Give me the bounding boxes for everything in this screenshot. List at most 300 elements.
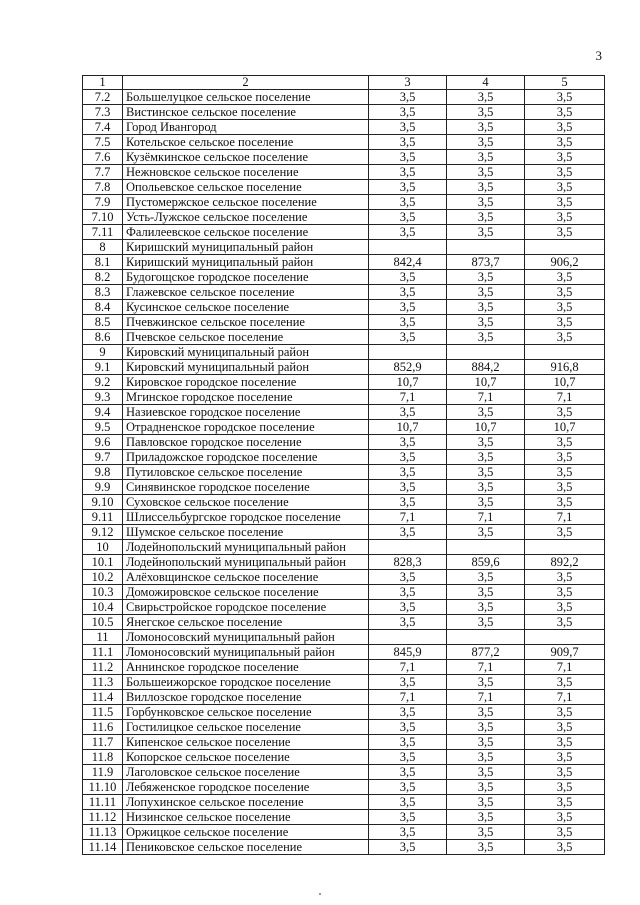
row-col-5: 7,1: [525, 510, 605, 525]
row-col-3: 3,5: [369, 300, 447, 315]
row-number: 8.2: [83, 270, 123, 285]
row-col-4: 3,5: [447, 720, 525, 735]
row-name: Гостилицкое сельское поселение: [123, 720, 369, 735]
row-name: Город Ивангород: [123, 120, 369, 135]
row-number: 9.11: [83, 510, 123, 525]
row-col-5: 906,2: [525, 255, 605, 270]
row-number: 9.5: [83, 420, 123, 435]
row-number: 7.6: [83, 150, 123, 165]
row-col-3: 3,5: [369, 480, 447, 495]
row-col-3: 3,5: [369, 615, 447, 630]
row-col-3: 3,5: [369, 225, 447, 240]
row-col-5: 909,7: [525, 645, 605, 660]
row-col-5: 3,5: [525, 90, 605, 105]
row-col-4: [447, 240, 525, 255]
row-col-5: 3,5: [525, 225, 605, 240]
row-col-5: 916,8: [525, 360, 605, 375]
row-col-5: 3,5: [525, 450, 605, 465]
row-name: Шумское сельское поселение: [123, 525, 369, 540]
row-name: Кузёмкинское сельское поселение: [123, 150, 369, 165]
row-col-5: 3,5: [525, 315, 605, 330]
row-col-3: 3,5: [369, 585, 447, 600]
page-number: 3: [595, 48, 602, 63]
table-row: [83, 360, 605, 375]
row-col-4: 3,5: [447, 480, 525, 495]
row-number: 11.4: [83, 690, 123, 705]
row-col-3: 3,5: [369, 705, 447, 720]
table-header: [83, 76, 605, 90]
row-name: Суховское сельское поселение: [123, 495, 369, 510]
row-col-4: 3,5: [447, 585, 525, 600]
table-row: [83, 420, 605, 435]
row-col-3: 3,5: [369, 330, 447, 345]
row-col-5: 3,5: [525, 300, 605, 315]
table-row: [83, 810, 605, 825]
row-col-3: 852,9: [369, 360, 447, 375]
row-col-5: 3,5: [525, 210, 605, 225]
table-row: [83, 525, 605, 540]
row-col-3: 3,5: [369, 210, 447, 225]
row-col-3: 3,5: [369, 90, 447, 105]
row-number: 9.3: [83, 390, 123, 405]
row-name: Большеижорское городское поселение: [123, 675, 369, 690]
row-col-5: 3,5: [525, 435, 605, 450]
row-number: 11.2: [83, 660, 123, 675]
row-col-5: 3,5: [525, 705, 605, 720]
row-col-4: 3,5: [447, 225, 525, 240]
row-col-4: 877,2: [447, 645, 525, 660]
row-col-4: 10,7: [447, 375, 525, 390]
row-number: 11.9: [83, 765, 123, 780]
table-row: [83, 90, 605, 105]
row-name: Вистинское сельское поселение: [123, 105, 369, 120]
row-col-3: 3,5: [369, 105, 447, 120]
row-col-3: [369, 630, 447, 645]
table-row: [83, 150, 605, 165]
row-col-3: 3,5: [369, 780, 447, 795]
row-col-4: 3,5: [447, 750, 525, 765]
row-col-5: [525, 630, 605, 645]
row-number: 11.5: [83, 705, 123, 720]
row-number: 7.8: [83, 180, 123, 195]
row-number: 9.9: [83, 480, 123, 495]
row-col-3: 3,5: [369, 765, 447, 780]
row-col-4: 3,5: [447, 90, 525, 105]
row-name: Павловское городское поселение: [123, 435, 369, 450]
row-number: 10.1: [83, 555, 123, 570]
table-row: [83, 465, 605, 480]
row-number: 11: [83, 630, 123, 645]
table-row: [83, 795, 605, 810]
row-col-4: [447, 630, 525, 645]
row-name: Лопухинское сельское поселение: [123, 795, 369, 810]
row-col-5: 892,2: [525, 555, 605, 570]
row-col-4: 3,5: [447, 330, 525, 345]
row-col-3: 845,9: [369, 645, 447, 660]
row-number: 9.2: [83, 375, 123, 390]
row-name: Синявинское городское поселение: [123, 480, 369, 495]
row-col-5: 3,5: [525, 330, 605, 345]
row-col-3: 3,5: [369, 525, 447, 540]
row-name: Виллозское городское поселение: [123, 690, 369, 705]
row-col-4: 10,7: [447, 420, 525, 435]
row-number: 8.3: [83, 285, 123, 300]
row-col-4: 3,5: [447, 810, 525, 825]
row-col-4: [447, 540, 525, 555]
row-col-5: 3,5: [525, 195, 605, 210]
row-col-3: 3,5: [369, 720, 447, 735]
row-col-4: 3,5: [447, 300, 525, 315]
row-name: Янегское сельское поселение: [123, 615, 369, 630]
row-col-5: 3,5: [525, 720, 605, 735]
row-col-3: 3,5: [369, 750, 447, 765]
row-col-3: 7,1: [369, 690, 447, 705]
table-row: [83, 540, 605, 555]
table-row: [83, 615, 605, 630]
row-number: 10: [83, 540, 123, 555]
table-row: [83, 570, 605, 585]
row-name: Путиловское сельское поселение: [123, 465, 369, 480]
row-col-5: 3,5: [525, 285, 605, 300]
table-body: [83, 90, 605, 855]
row-col-3: 3,5: [369, 795, 447, 810]
row-col-3: [369, 540, 447, 555]
row-number: 9.1: [83, 360, 123, 375]
row-col-5: 7,1: [525, 390, 605, 405]
row-col-3: 3,5: [369, 315, 447, 330]
row-col-4: 3,5: [447, 270, 525, 285]
row-name: Приладожское городское поселение: [123, 450, 369, 465]
row-name: Пчевское сельское поселение: [123, 330, 369, 345]
row-col-4: 3,5: [447, 765, 525, 780]
table-row: [83, 390, 605, 405]
row-name: Киришский муниципальный район: [123, 240, 369, 255]
row-col-5: 3,5: [525, 735, 605, 750]
row-name: Мгинское городское поселение: [123, 390, 369, 405]
row-number: 11.14: [83, 840, 123, 855]
table-row: [83, 375, 605, 390]
row-name: Пчевжинское сельское поселение: [123, 315, 369, 330]
row-col-5: 3,5: [525, 585, 605, 600]
table-row: [83, 765, 605, 780]
row-col-4: 3,5: [447, 840, 525, 855]
row-col-4: 884,2: [447, 360, 525, 375]
row-number: 11.3: [83, 675, 123, 690]
row-number: 11.12: [83, 810, 123, 825]
row-col-4: 3,5: [447, 120, 525, 135]
row-col-5: 3,5: [525, 750, 605, 765]
row-col-3: 828,3: [369, 555, 447, 570]
row-name: Опольевское сельское поселение: [123, 180, 369, 195]
table-row: [83, 705, 605, 720]
row-col-3: 3,5: [369, 495, 447, 510]
row-name: Пениковское сельское поселение: [123, 840, 369, 855]
row-number: 7.9: [83, 195, 123, 210]
table-row: [83, 105, 605, 120]
row-number: 8.6: [83, 330, 123, 345]
row-col-3: 3,5: [369, 270, 447, 285]
row-col-3: 3,5: [369, 435, 447, 450]
table-row: [83, 165, 605, 180]
row-number: 9.6: [83, 435, 123, 450]
row-number: 7.10: [83, 210, 123, 225]
row-col-4: 3,5: [447, 135, 525, 150]
row-name: Аннинское городское поселение: [123, 660, 369, 675]
row-col-3: 3,5: [369, 165, 447, 180]
row-number: 7.7: [83, 165, 123, 180]
scan-dot: [319, 893, 321, 895]
row-number: 10.3: [83, 585, 123, 600]
table-row: [83, 555, 605, 570]
row-col-4: 3,5: [447, 570, 525, 585]
row-number: 7.3: [83, 105, 123, 120]
row-col-5: 3,5: [525, 105, 605, 120]
row-col-4: 7,1: [447, 390, 525, 405]
header-col-5: 5: [525, 76, 605, 90]
header-col-3: 3: [369, 76, 447, 90]
table-row: [83, 345, 605, 360]
row-col-5: 3,5: [525, 825, 605, 840]
table-row: [83, 645, 605, 660]
row-col-4: 3,5: [447, 600, 525, 615]
row-col-4: 3,5: [447, 285, 525, 300]
table-row: [83, 660, 605, 675]
table-row: [83, 840, 605, 855]
row-number: 10.2: [83, 570, 123, 585]
row-col-3: 3,5: [369, 675, 447, 690]
row-name: Лодейнопольский муниципальный район: [123, 555, 369, 570]
table-row: [83, 330, 605, 345]
row-col-4: 3,5: [447, 150, 525, 165]
table-row: [83, 495, 605, 510]
row-number: 11.1: [83, 645, 123, 660]
table-row: [83, 285, 605, 300]
row-number: 9.12: [83, 525, 123, 540]
row-col-5: 3,5: [525, 180, 605, 195]
row-name: Кусинское сельское поселение: [123, 300, 369, 315]
table-row: [83, 450, 605, 465]
row-name: Доможировское сельское поселение: [123, 585, 369, 600]
row-col-3: 3,5: [369, 405, 447, 420]
table-row: [83, 255, 605, 270]
row-number: 8.1: [83, 255, 123, 270]
row-col-4: 3,5: [447, 825, 525, 840]
row-col-4: [447, 345, 525, 360]
row-col-5: [525, 345, 605, 360]
table-row: [83, 270, 605, 285]
row-col-3: 3,5: [369, 450, 447, 465]
row-number: 9.7: [83, 450, 123, 465]
row-col-4: 873,7: [447, 255, 525, 270]
row-col-5: 7,1: [525, 660, 605, 675]
row-name: Горбунковское сельское поселение: [123, 705, 369, 720]
row-number: 11.13: [83, 825, 123, 840]
table-row: [83, 510, 605, 525]
row-col-5: 3,5: [525, 495, 605, 510]
row-name: Кировский муниципальный район: [123, 345, 369, 360]
row-col-5: 7,1: [525, 690, 605, 705]
table-row: [83, 225, 605, 240]
row-col-3: 3,5: [369, 285, 447, 300]
row-col-5: 3,5: [525, 780, 605, 795]
row-col-3: 3,5: [369, 600, 447, 615]
table-row: [83, 585, 605, 600]
row-name: Лебяженское городское поселение: [123, 780, 369, 795]
row-number: 11.10: [83, 780, 123, 795]
row-name: Низинское сельское поселение: [123, 810, 369, 825]
row-col-4: 7,1: [447, 690, 525, 705]
settlements-table: [82, 75, 605, 855]
header-col-4: 4: [447, 76, 525, 90]
row-col-4: 3,5: [447, 495, 525, 510]
row-name: Назиевское городское поселение: [123, 405, 369, 420]
row-name: Лодейнопольский муниципальный район: [123, 540, 369, 555]
row-col-5: 3,5: [525, 765, 605, 780]
row-col-4: 7,1: [447, 660, 525, 675]
row-name: Котельское сельское поселение: [123, 135, 369, 150]
row-col-4: 859,6: [447, 555, 525, 570]
row-col-5: 3,5: [525, 840, 605, 855]
row-number: 8: [83, 240, 123, 255]
row-col-4: 3,5: [447, 165, 525, 180]
row-col-3: 10,7: [369, 420, 447, 435]
row-col-4: 3,5: [447, 615, 525, 630]
table-row: [83, 135, 605, 150]
table-row: [83, 600, 605, 615]
row-col-3: 3,5: [369, 825, 447, 840]
row-col-4: 3,5: [447, 195, 525, 210]
row-col-4: 3,5: [447, 405, 525, 420]
table-row: [83, 210, 605, 225]
table-row: [83, 750, 605, 765]
row-number: 10.4: [83, 600, 123, 615]
table-row: [83, 180, 605, 195]
row-name: Алёховщинское сельское поселение: [123, 570, 369, 585]
table-row: [83, 480, 605, 495]
row-col-5: 3,5: [525, 150, 605, 165]
row-col-4: 3,5: [447, 780, 525, 795]
row-col-5: 3,5: [525, 810, 605, 825]
row-number: 10.5: [83, 615, 123, 630]
row-col-4: 3,5: [447, 435, 525, 450]
row-name: Кипенское сельское поселение: [123, 735, 369, 750]
row-number: 8.5: [83, 315, 123, 330]
table-row: [83, 690, 605, 705]
row-col-4: 3,5: [447, 210, 525, 225]
row-col-3: 3,5: [369, 465, 447, 480]
row-number: 7.4: [83, 120, 123, 135]
row-col-5: 3,5: [525, 135, 605, 150]
row-col-4: 3,5: [447, 705, 525, 720]
row-name: Отрадненское городское поселение: [123, 420, 369, 435]
row-col-5: 3,5: [525, 525, 605, 540]
table-row: [83, 195, 605, 210]
row-col-4: 7,1: [447, 510, 525, 525]
row-col-3: 7,1: [369, 660, 447, 675]
row-col-4: 3,5: [447, 675, 525, 690]
table-row: [83, 120, 605, 135]
row-col-4: 3,5: [447, 465, 525, 480]
row-col-4: 3,5: [447, 735, 525, 750]
row-number: 11.8: [83, 750, 123, 765]
row-col-5: 3,5: [525, 405, 605, 420]
row-col-5: 3,5: [525, 480, 605, 495]
row-name: Фалилеевское сельское поселение: [123, 225, 369, 240]
row-col-3: [369, 345, 447, 360]
table-row: [83, 240, 605, 255]
row-number: 11.6: [83, 720, 123, 735]
table-row: [83, 300, 605, 315]
row-name: Шлиссельбургское городское поселение: [123, 510, 369, 525]
row-number: 11.11: [83, 795, 123, 810]
row-name: Кировское городское поселение: [123, 375, 369, 390]
row-number: 11.7: [83, 735, 123, 750]
row-col-3: 3,5: [369, 570, 447, 585]
row-col-5: 3,5: [525, 570, 605, 585]
row-name: Нежновское сельское поселение: [123, 165, 369, 180]
row-number: 8.4: [83, 300, 123, 315]
table-row: [83, 825, 605, 840]
header-col-2: 2: [123, 76, 369, 90]
row-number: 9.10: [83, 495, 123, 510]
row-name: Усть-Лужское сельское поселение: [123, 210, 369, 225]
row-number: 7.11: [83, 225, 123, 240]
row-number: 9.4: [83, 405, 123, 420]
table-row: [83, 720, 605, 735]
row-col-5: 3,5: [525, 165, 605, 180]
row-col-5: 3,5: [525, 465, 605, 480]
row-col-3: [369, 240, 447, 255]
row-col-3: 7,1: [369, 510, 447, 525]
row-name: Кировский муниципальный район: [123, 360, 369, 375]
row-number: 7.5: [83, 135, 123, 150]
row-col-3: 3,5: [369, 180, 447, 195]
row-col-3: 3,5: [369, 120, 447, 135]
row-col-5: 3,5: [525, 600, 605, 615]
row-name: Пустомержское сельское поселение: [123, 195, 369, 210]
row-col-4: 3,5: [447, 795, 525, 810]
row-name: Ломоносовский муниципальный район: [123, 645, 369, 660]
row-col-5: 3,5: [525, 675, 605, 690]
row-name: Свирьстройское городское поселение: [123, 600, 369, 615]
row-col-4: 3,5: [447, 525, 525, 540]
row-col-3: 3,5: [369, 735, 447, 750]
row-name: Копорское сельское поселение: [123, 750, 369, 765]
row-col-5: 3,5: [525, 795, 605, 810]
table-row: [83, 735, 605, 750]
row-col-3: 3,5: [369, 135, 447, 150]
row-name: Оржицкое сельское поселение: [123, 825, 369, 840]
row-col-3: 3,5: [369, 810, 447, 825]
row-col-3: 842,4: [369, 255, 447, 270]
table-row: [83, 780, 605, 795]
row-number: 9: [83, 345, 123, 360]
row-name: Ломоносовский муниципальный район: [123, 630, 369, 645]
row-col-4: 3,5: [447, 315, 525, 330]
row-col-5: 3,5: [525, 270, 605, 285]
row-col-4: 3,5: [447, 105, 525, 120]
row-col-5: [525, 540, 605, 555]
row-col-3: 10,7: [369, 375, 447, 390]
row-name: Глажевское сельское поселение: [123, 285, 369, 300]
table-row: [83, 435, 605, 450]
header-row: [83, 76, 605, 90]
row-name: Лаголовское сельское поселение: [123, 765, 369, 780]
row-col-4: 3,5: [447, 450, 525, 465]
row-col-5: 3,5: [525, 615, 605, 630]
row-col-5: 10,7: [525, 420, 605, 435]
row-col-3: 3,5: [369, 195, 447, 210]
